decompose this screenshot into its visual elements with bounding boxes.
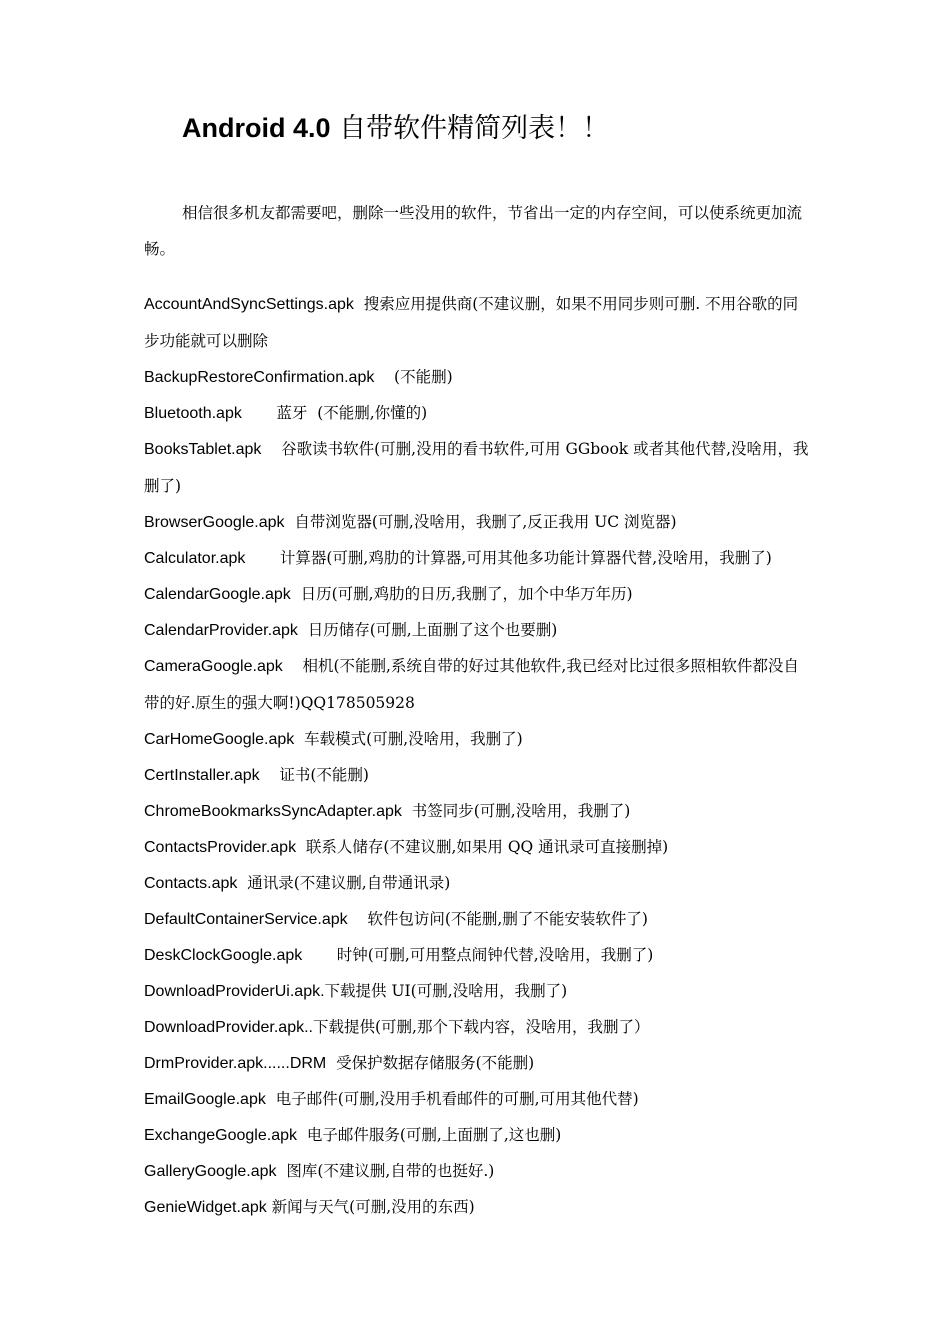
- apk-name: Calculator.apk: [144, 550, 246, 567]
- title-latin-part: Android 4.0: [182, 113, 331, 143]
- apk-name: DeskClockGoogle.apk: [144, 947, 303, 964]
- list-item: [144, 865, 812, 902]
- list-item: [144, 901, 812, 938]
- list-item: [144, 612, 812, 649]
- apk-list: [144, 286, 812, 1225]
- list-item: [144, 1153, 812, 1190]
- list-item: [144, 1081, 812, 1118]
- apk-description: 日历储存(可删,上面删了这个也要删): [297, 621, 558, 639]
- apk-description: 计算器(可删,鸡肋的计算器,可用其他多功能计算器代替,没啥用，我删了): [245, 549, 772, 567]
- apk-name: DefaultContainerService.apk: [144, 911, 348, 928]
- apk-description: 日历(可删,鸡肋的日历,我删了，加个中华万年历): [290, 585, 633, 603]
- intro-paragraph: 相信很多机友都需要吧，删除一些没用的软件，节省出一定的内存空间，可以使系统更加流畅。: [144, 204, 803, 258]
- apk-name: DownloadProviderUi.apk.: [144, 983, 325, 1000]
- list-item: [144, 721, 812, 758]
- list-item: [144, 829, 812, 866]
- apk-name: ExchangeGoogle.apk: [144, 1127, 297, 1144]
- apk-name: ContactsProvider.apk: [144, 839, 297, 856]
- apk-description: 图库(不建议删,自带的也挺好.): [276, 1162, 495, 1180]
- list-item: [144, 973, 812, 1010]
- apk-description: 通讯录(不建议删,自带通讯录): [237, 874, 451, 892]
- list-item: [144, 757, 812, 794]
- list-item: [144, 395, 812, 432]
- list-item: [144, 1117, 812, 1154]
- apk-description: 证书(不能删): [259, 766, 369, 784]
- apk-description: 蓝牙 (不能删,你懂的): [241, 404, 428, 422]
- list-item: [144, 359, 812, 396]
- apk-name: BackupRestoreConfirmation.apk: [144, 369, 375, 386]
- apk-name: BooksTablet.apk: [144, 441, 262, 458]
- apk-description: 相机(不能删,系统自带的好过其他软件,我已经对比过很多照相软件都没自带的好.原生的强大啊!)QQ178505928: [144, 657, 799, 712]
- document-title: [182, 106, 822, 150]
- apk-name: BrowserGoogle.apk: [144, 514, 285, 531]
- list-item: [144, 937, 812, 974]
- apk-name: ChromeBookmarksSyncAdapter.apk: [144, 803, 402, 820]
- list-item: [144, 648, 812, 722]
- apk-name: CertInstaller.apk: [144, 767, 260, 784]
- list-item: [144, 1009, 812, 1046]
- apk-description: 新闻与天气(可删,没用的东西): [266, 1198, 475, 1216]
- apk-name: Contacts.apk: [144, 875, 238, 892]
- apk-name: EmailGoogle.apk: [144, 1091, 266, 1108]
- list-item: [144, 504, 812, 541]
- apk-description: (不能删): [374, 368, 453, 386]
- apk-name: GalleryGoogle.apk: [144, 1163, 277, 1180]
- apk-description: 下载提供(可删,那个下载内容，没啥用，我删了）: [312, 1018, 650, 1036]
- apk-name: CalendarProvider.apk: [144, 622, 298, 639]
- list-item: [144, 540, 812, 577]
- apk-description: 车载模式(可删,没啥用，我删了): [294, 730, 523, 748]
- apk-description: 自带浏览器(可删,没啥用，我删了,反正我用 UC 浏览器): [284, 513, 677, 531]
- apk-description: 下载提供 UI(可删,没啥用，我删了): [324, 982, 568, 1000]
- title-cjk-part: 自带软件精简列表！！: [330, 113, 610, 144]
- list-item: [144, 793, 812, 830]
- list-item: [144, 431, 812, 505]
- list-item: [144, 576, 812, 613]
- apk-description: 电子邮件服务(可删,上面删了,这也删): [297, 1126, 562, 1144]
- apk-name: AccountAndSyncSettings.apk: [144, 296, 354, 313]
- apk-description: 时钟(可删,可用整点闹钟代替,没啥用，我删了): [302, 946, 654, 964]
- apk-name: Bluetooth.apk: [144, 405, 242, 422]
- apk-description: 受保护数据存储服务(不能删): [326, 1054, 535, 1072]
- apk-name: CameraGoogle.apk: [144, 658, 283, 675]
- apk-name: CalendarGoogle.apk: [144, 586, 291, 603]
- list-item: [144, 1189, 812, 1226]
- apk-description: 搜索应用提供商(不建议删，如果不用同步则可删. 不用谷歌的同步功能就可以删除: [144, 295, 799, 350]
- apk-name: CarHomeGoogle.apk: [144, 731, 295, 748]
- apk-description: 联系人储存(不建议删,如果用 QQ 通讯录可直接删掉): [296, 838, 669, 856]
- apk-name: DrmProvider.apk......DRM: [144, 1055, 327, 1072]
- apk-description: 电子邮件(可删,没用手机看邮件的可删,可用其他代替): [265, 1090, 639, 1108]
- apk-name: DownloadProvider.apk..: [144, 1019, 313, 1036]
- list-item: [144, 286, 812, 360]
- apk-description: 软件包访问(不能删,删了不能安装软件了): [347, 910, 648, 928]
- apk-name: GenieWidget.apk: [144, 1199, 267, 1216]
- apk-description: 书签同步(可删,没啥用，我删了): [401, 802, 631, 820]
- list-item: [144, 1045, 812, 1082]
- apk-description: 谷歌读书软件(可删,没用的看书软件,可用 GGbook 或者其他代替,没啥用，我删了): [144, 440, 809, 495]
